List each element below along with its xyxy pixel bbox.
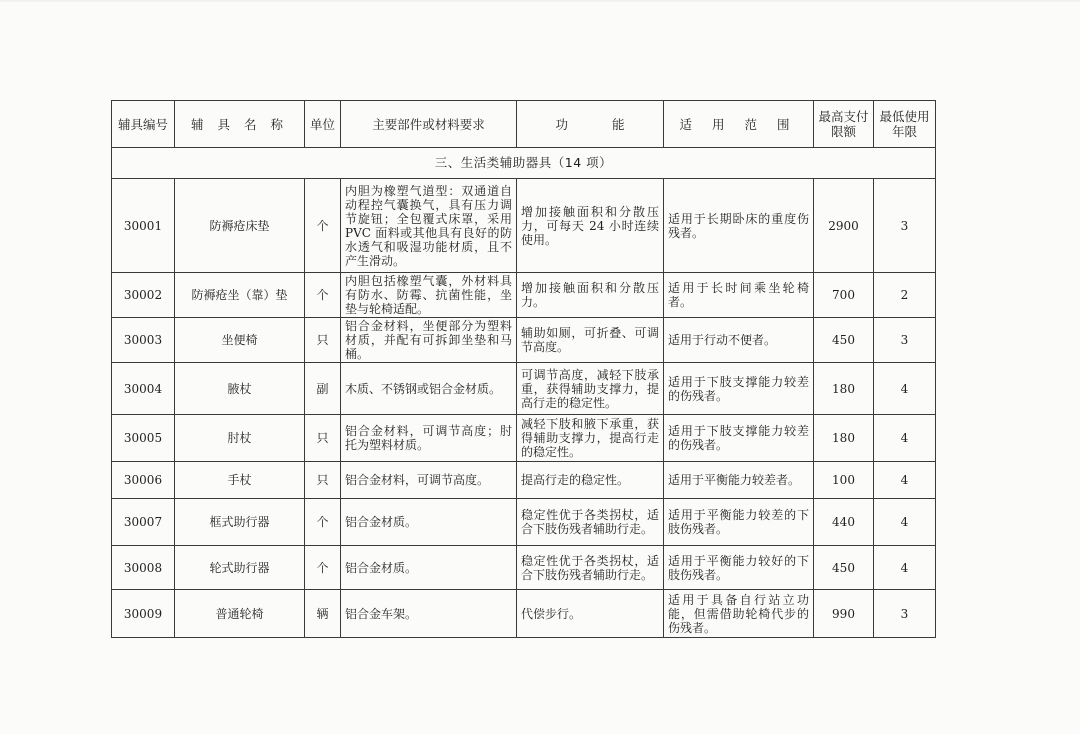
cell-name: 坐便椅 [175,318,305,363]
cell-max-pay: 2900 [814,179,874,273]
cell-material: 铝合金材质。 [341,499,517,546]
cell-code: 30001 [112,179,175,273]
assistive-devices-table [111,100,936,638]
cell-name: 框式助行器 [175,499,305,546]
cell-material: 内胆为橡塑气道型：双通道自动程控气囊换气，具有压力调节旋钮；全包覆式床罩，采用 PVC 面料或其他具有良好的防水透气和吸湿功能材质，且不产生滑动。 [341,179,517,273]
cell-function: 减轻下肢和腋下承重，获得辅助支撑力，提高行走的稳定性。 [517,415,664,462]
cell-scope: 适用于长期卧床的重度伤残者。 [664,179,814,273]
section-title: 三、生活类辅助器具（14 项） [112,148,936,179]
cell-function: 增加接触面积和分散压力，可每天 24 小时连续使用。 [517,179,664,273]
table-row [112,318,936,363]
cell-min-years: 4 [874,415,936,462]
cell-code: 30005 [112,415,175,462]
cell-scope: 适用于下肢支撑能力较差的伤残者。 [664,363,814,415]
cell-min-years: 3 [874,590,936,638]
cell-material: 铝合金材料，可调节高度；肘托为塑料材质。 [341,415,517,462]
cell-name: 普通轮椅 [175,590,305,638]
table-row [112,179,936,273]
cell-scope: 适用于下肢支撑能力较差的伤残者。 [664,415,814,462]
cell-unit: 副 [305,363,341,415]
table-row [112,546,936,590]
cell-max-pay: 450 [814,546,874,590]
cell-scope: 适用于具备自行站立功能，但需借助轮椅代步的伤残者。 [664,590,814,638]
cell-unit: 个 [305,179,341,273]
cell-scope: 适用于行动不便者。 [664,318,814,363]
header-scope: 适 用 范 围 [664,101,814,148]
cell-material: 铝合金材质。 [341,546,517,590]
cell-max-pay: 180 [814,363,874,415]
cell-material: 铝合金材料，坐便部分为塑料材质，并配有可拆卸坐垫和马桶。 [341,318,517,363]
cell-max-pay: 990 [814,590,874,638]
cell-max-pay: 440 [814,499,874,546]
cell-function: 增加接触面积和分散压力。 [517,273,664,318]
cell-min-years: 3 [874,179,936,273]
cell-code: 30004 [112,363,175,415]
cell-material: 内胆包括橡塑气囊，外材料具有防水、防霉、抗菌性能，坐垫与轮椅适配。 [341,273,517,318]
header-function: 功 能 [517,101,664,148]
cell-min-years: 4 [874,546,936,590]
cell-min-years: 4 [874,462,936,499]
cell-max-pay: 700 [814,273,874,318]
cell-scope: 适用于平衡能力较好的下肢伤残者。 [664,546,814,590]
cell-name: 手杖 [175,462,305,499]
cell-unit: 个 [305,546,341,590]
cell-unit: 个 [305,273,341,318]
cell-unit: 辆 [305,590,341,638]
header-material: 主要部件或材料要求 [341,101,517,148]
cell-material: 铝合金车架。 [341,590,517,638]
cell-code: 30002 [112,273,175,318]
cell-min-years: 4 [874,499,936,546]
cell-code: 30003 [112,318,175,363]
cell-min-years: 2 [874,273,936,318]
cell-code: 30007 [112,499,175,546]
table-row [112,415,936,462]
cell-scope: 适用于平衡能力较差者。 [664,462,814,499]
scan-edge [0,0,1080,3]
cell-name: 轮式助行器 [175,546,305,590]
cell-unit: 只 [305,318,341,363]
cell-function: 辅助如厕，可折叠、可调节高度。 [517,318,664,363]
header-unit: 单位 [305,101,341,148]
cell-function: 稳定性优于各类拐杖，适合下肢伤残者辅助行走。 [517,546,664,590]
cell-function: 可调节高度，减轻下肢承重，获得辅助支撑力，提高行走的稳定性。 [517,363,664,415]
table-row [112,590,936,638]
table-row [112,363,936,415]
cell-scope: 适用于长时间乘坐轮椅者。 [664,273,814,318]
cell-function: 代偿步行。 [517,590,664,638]
cell-code: 30009 [112,590,175,638]
cell-max-pay: 180 [814,415,874,462]
cell-unit: 个 [305,499,341,546]
cell-material: 铝合金材料，可调节高度。 [341,462,517,499]
cell-name: 防褥疮坐（靠）垫 [175,273,305,318]
cell-name: 肘杖 [175,415,305,462]
header-min-years: 最低使用年限 [874,101,936,148]
table-row [112,462,936,499]
cell-min-years: 4 [874,363,936,415]
cell-scope: 适用于平衡能力较差的下肢伤残者。 [664,499,814,546]
cell-name: 腋杖 [175,363,305,415]
table-row [112,273,936,318]
cell-function: 提高行走的稳定性。 [517,462,664,499]
cell-unit: 只 [305,462,341,499]
table-row [112,499,936,546]
cell-function: 稳定性优于各类拐杖，适合下肢伤残者辅助行走。 [517,499,664,546]
header-code: 辅具编号 [112,101,175,148]
cell-material: 木质、不锈钢或铝合金材质。 [341,363,517,415]
cell-code: 30006 [112,462,175,499]
header-max-pay: 最高支付限额 [814,101,874,148]
cell-max-pay: 100 [814,462,874,499]
cell-unit: 只 [305,415,341,462]
cell-code: 30008 [112,546,175,590]
header-name: 辅 具 名 称 [175,101,305,148]
document-page [111,100,935,638]
cell-max-pay: 450 [814,318,874,363]
cell-min-years: 3 [874,318,936,363]
table-header-row [112,101,936,148]
cell-name: 防褥疮床垫 [175,179,305,273]
section-title-row [112,148,936,179]
